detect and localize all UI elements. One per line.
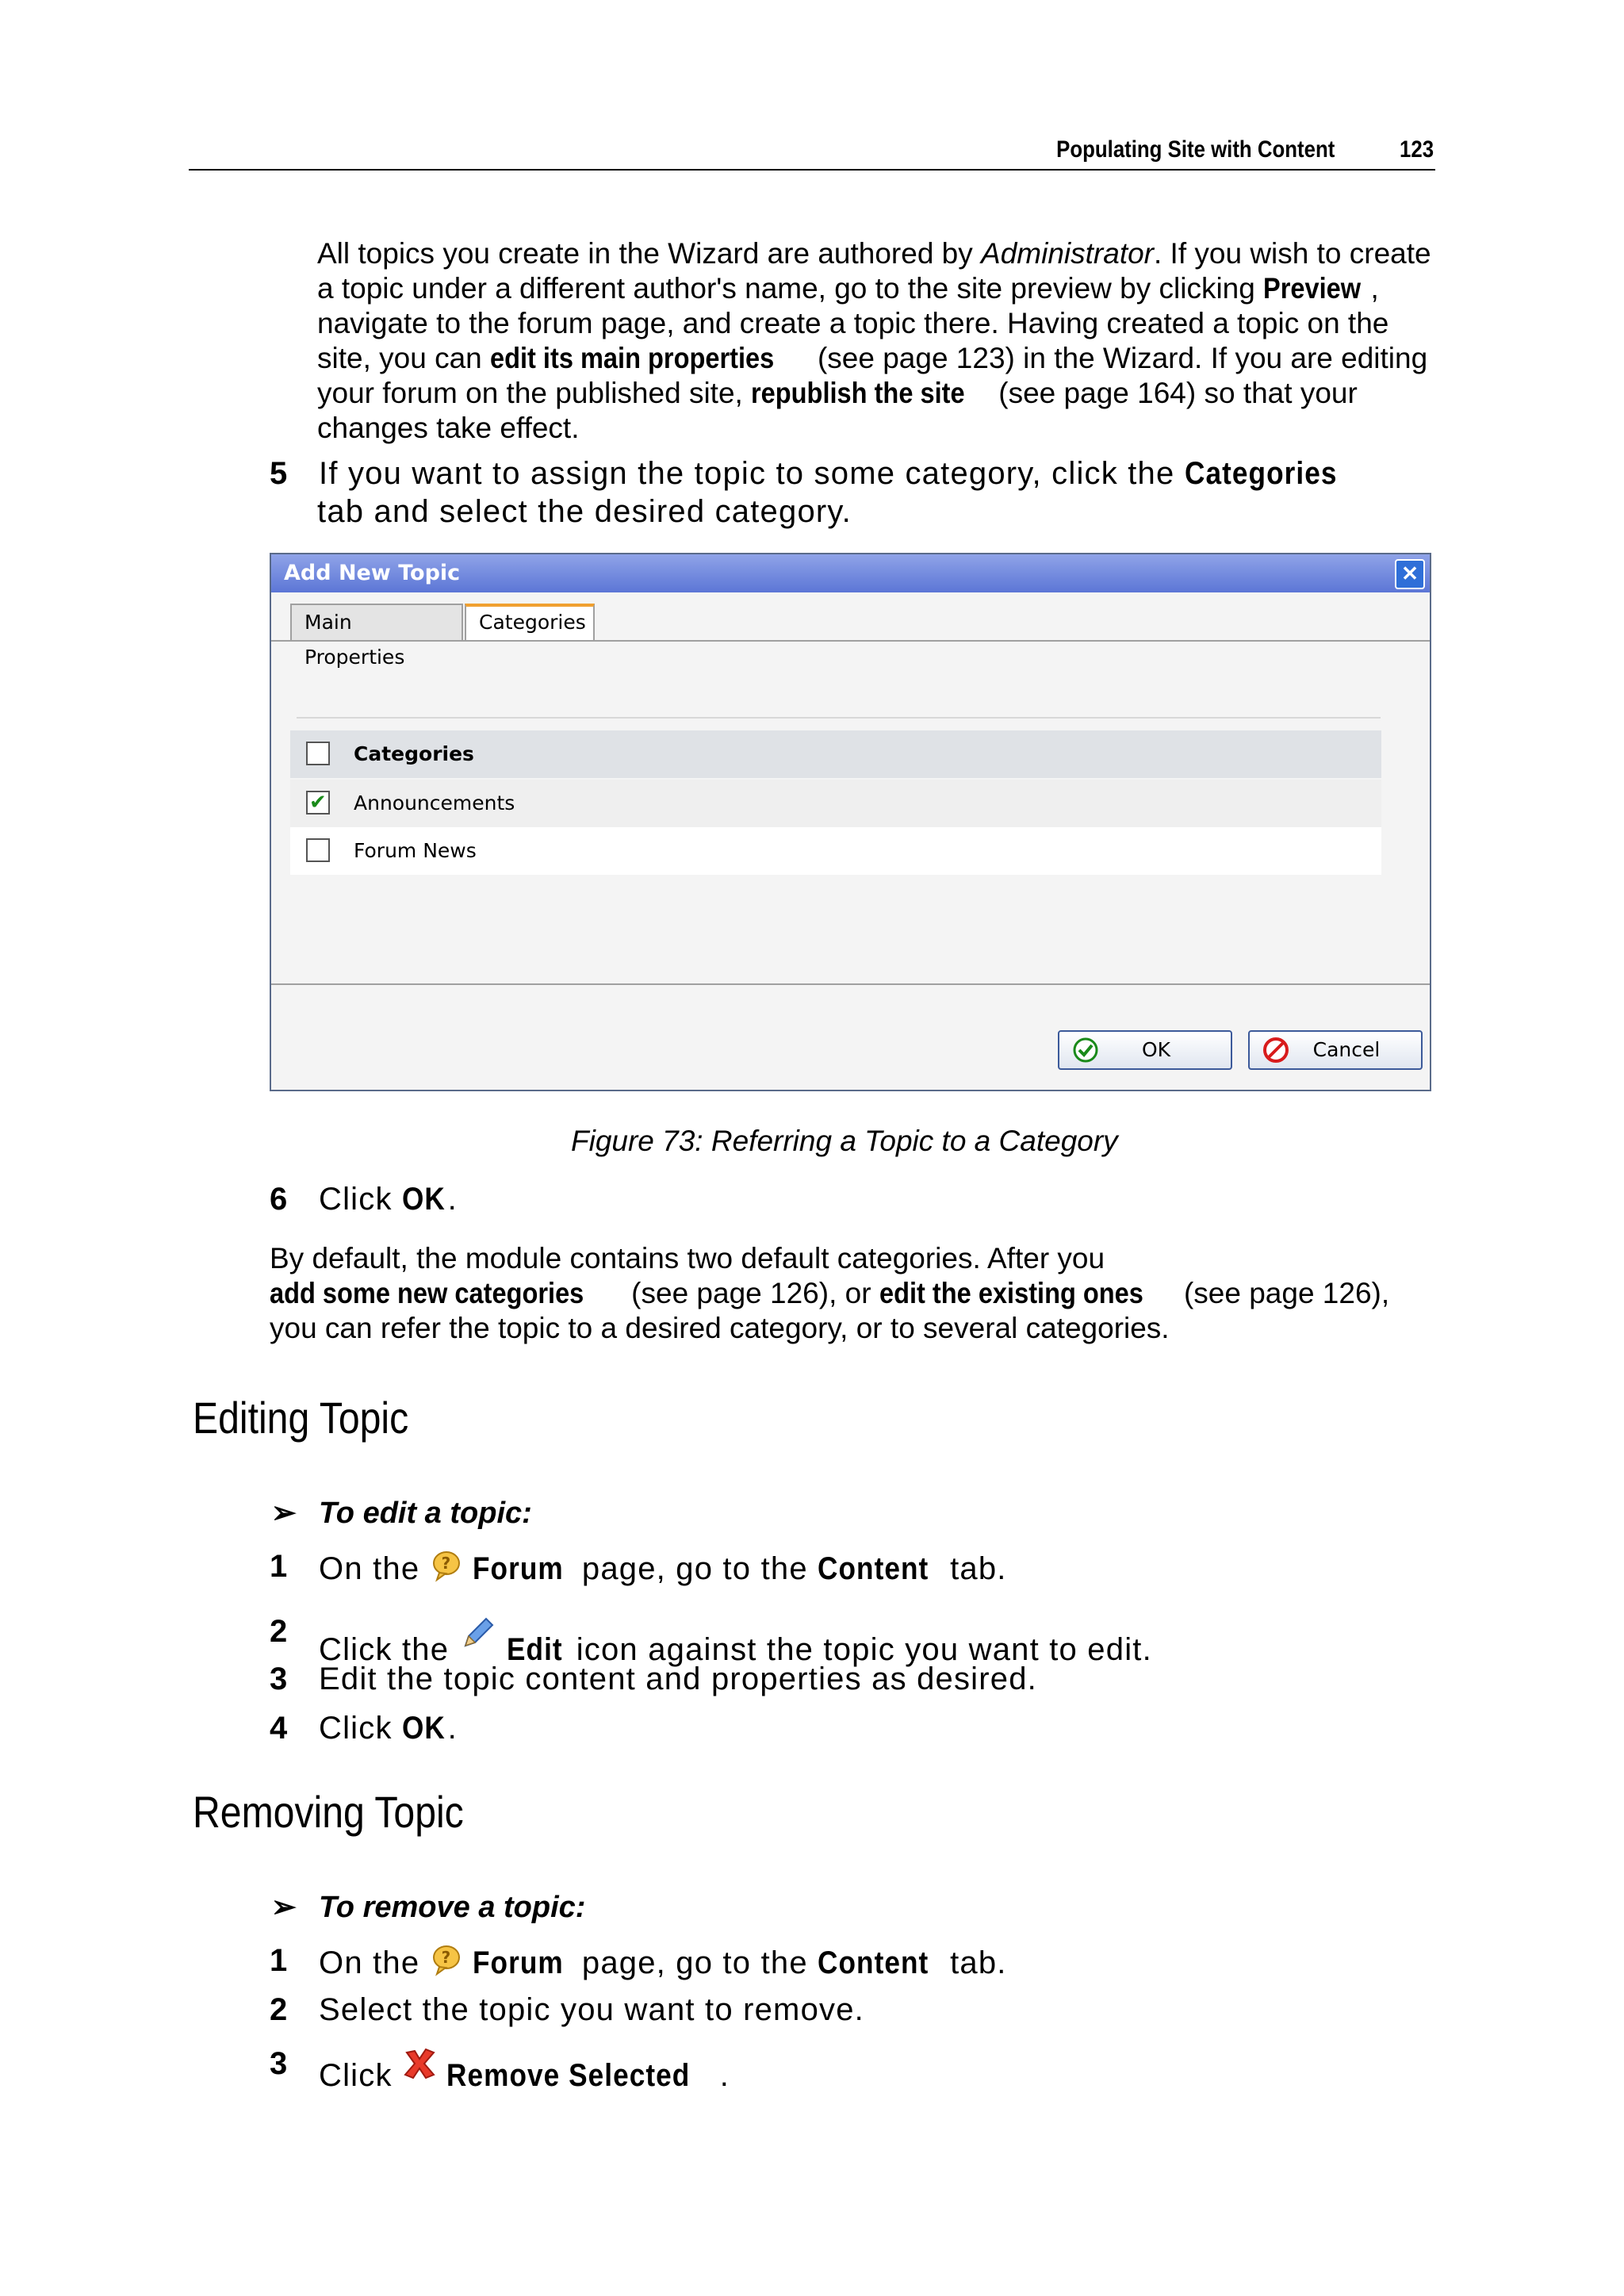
tab-categories[interactable]: Categories [465,604,595,642]
red-x-remove-icon [402,2046,437,2081]
tab-main-properties[interactable]: Main Properties [290,604,463,640]
step-number: 4 [270,1711,288,1746]
edit-step-1: On the ? Forum page, go to the Content tab. [319,1549,1007,1587]
step-number: 3 [270,2046,288,2081]
remove-step-1: On the ? Forum page, go to the Content tab. [319,1943,1007,1981]
step-5-text-cont: tab and select the desired category. [317,494,852,529]
step-number: 1 [270,1943,288,1978]
column-header: Categories [354,742,474,765]
edit-step-3: Edit the topic content and properties as desired. [319,1662,1037,1696]
select-all-checkbox[interactable] [306,742,330,765]
edit-step-2: Click the Edit icon against the topic you want to edit. [319,1614,1152,1668]
section-heading-removing: Removing Topic [193,1787,464,1837]
default-categories-paragraph: By default, the module contains two default categories. After you add some new categories (see page 126), or edit the existing ones (see page 126), you can refer the topic to a desired category, or to several categories. [270,1242,1390,1344]
check-icon: ✔ [309,791,327,815]
procedure-title: ➢ To edit a topic: [271,1497,532,1530]
add-new-topic-dialog [270,553,1431,1091]
procedure-title: ➢ To remove a topic: [271,1891,586,1924]
section-heading-editing: Editing Topic [193,1393,409,1443]
separator [297,717,1381,719]
pencil-edit-icon [459,1614,497,1652]
republish-site-link[interactable]: republish the site [751,377,965,409]
preview-link[interactable]: Preview [1263,272,1362,305]
edit-main-properties-link[interactable]: edit its main properties [490,342,775,374]
edit-step-4: Click OK. [319,1711,458,1746]
step-number: 5 [270,456,288,491]
ok-button[interactable]: OK [1058,1030,1232,1070]
svg-text:?: ? [441,1554,451,1573]
announcements-checkbox[interactable] [306,791,330,815]
dialog-title: Add New Topic [271,554,1430,592]
footer-divider [271,983,1430,985]
step-number: 2 [270,1614,288,1649]
arrow-bullet-icon: ➢ [271,1891,297,1924]
remove-step-3: Click Remove Selected . [319,2046,730,2094]
close-icon[interactable]: ✕ [1395,559,1425,589]
list-item-label: Forum News [354,839,477,862]
edit-existing-link[interactable]: edit the existing ones [879,1277,1143,1309]
step-number: 1 [270,1549,288,1584]
page-number: 123 [1399,136,1434,163]
step-number: 3 [270,1662,288,1696]
forum-question-icon [430,1549,463,1582]
list-header-row [290,730,1381,778]
tab-divider [271,640,1430,642]
add-categories-link[interactable]: add some new categories [270,1277,584,1309]
svg-text:?: ? [441,1948,451,1967]
running-header-title: Populating Site with Content [1055,136,1335,163]
list-item[interactable] [290,827,1381,875]
cancel-button[interactable]: Cancel [1248,1030,1423,1070]
step-number: 6 [270,1182,288,1217]
list-item-label: Announcements [354,792,515,815]
figure-caption: Figure 73: Referring a Topic to a Category [571,1125,1118,1157]
arrow-bullet-icon: ➢ [271,1497,297,1530]
step-6-text: Click OK. [319,1182,458,1217]
forum-news-checkbox[interactable] [306,838,330,862]
remove-step-2: Select the topic you want to remove. [319,1992,864,2027]
forum-question-icon [430,1943,463,1976]
list-item[interactable] [290,780,1381,827]
intro-paragraph: All topics you create in the Wizard are authored by Administrator. If you wish to create a topic under a different author's name, go to the site preview by clicking Preview , navigate to the forum page, and create a topic there. Having created a topic on the site, you can edit its main properties (see page 123) in the Wizard. If you are editing your forum on the published site, republish the site (see page 164) so that your changes take effect. [317,237,1431,444]
header-rule [189,169,1435,171]
step-number: 2 [270,1992,288,2027]
step-5-text: If you want to assign the topic to some category, click the Categories [319,456,1338,491]
